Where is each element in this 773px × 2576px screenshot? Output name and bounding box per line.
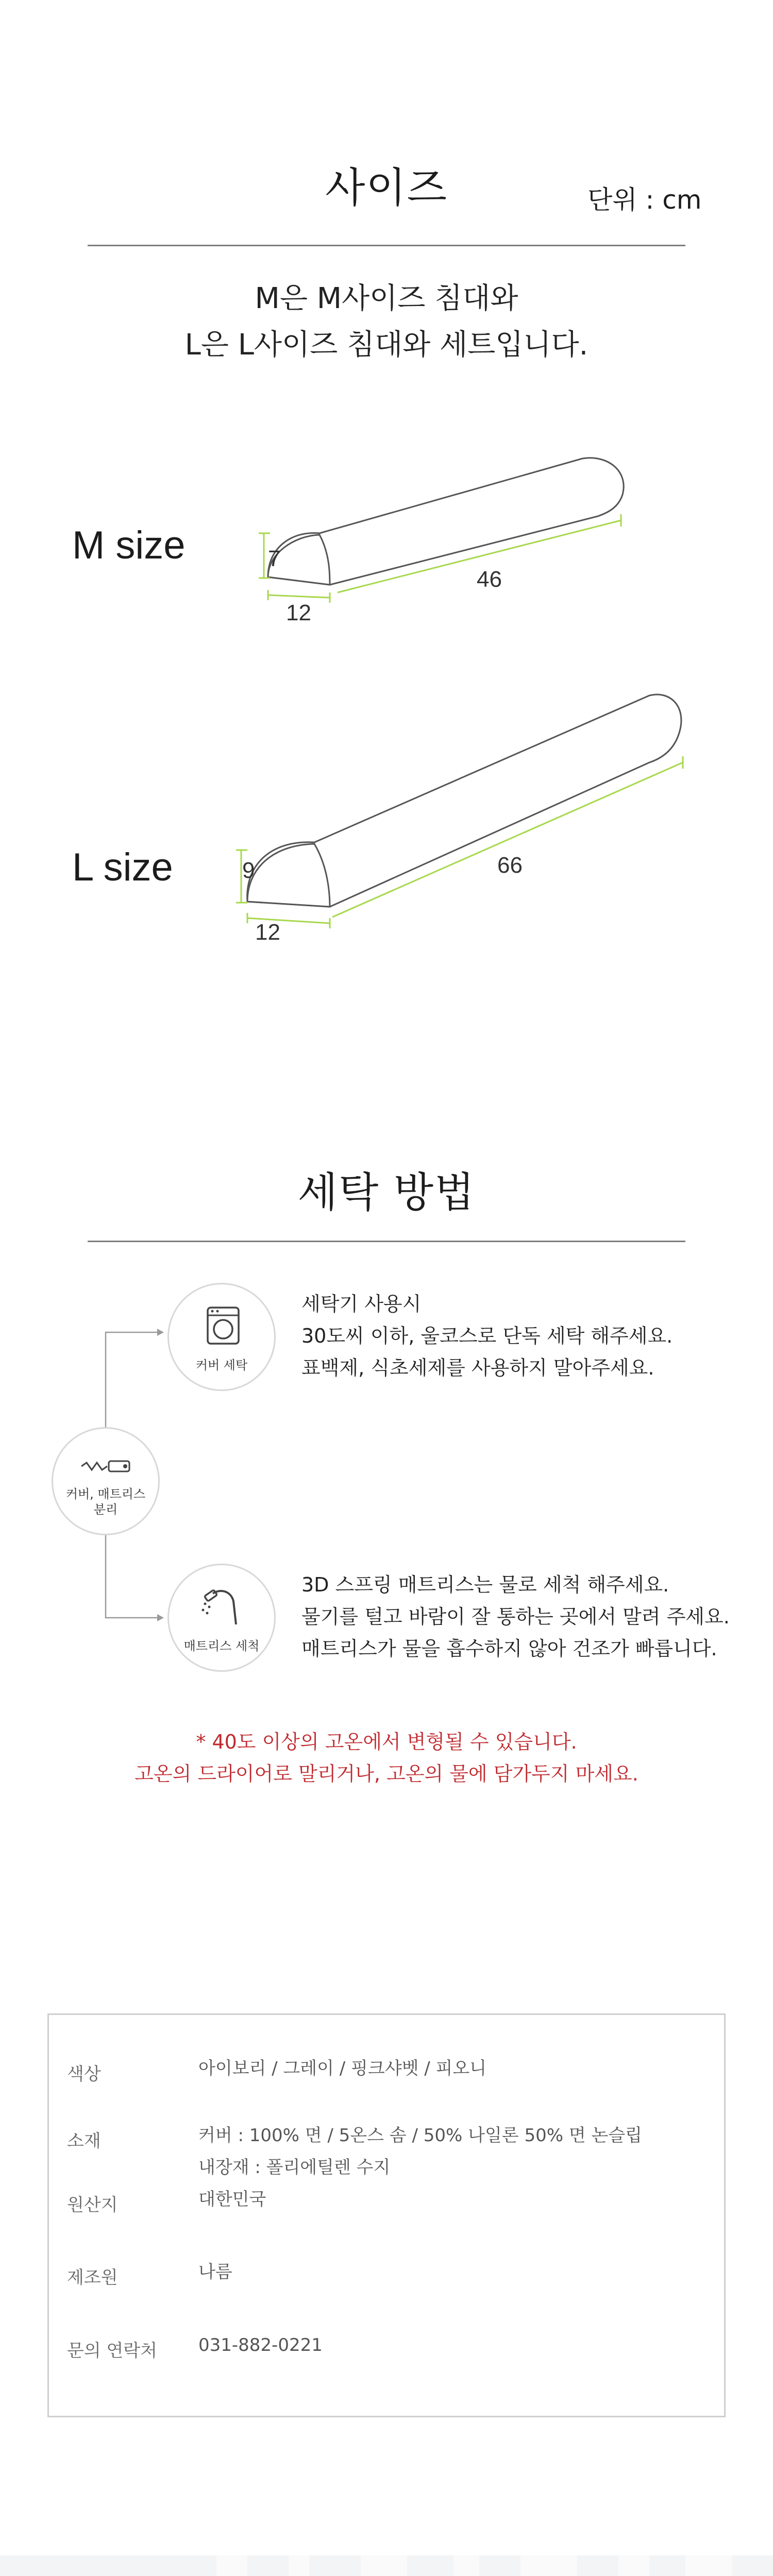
table-key: 색상: [67, 2064, 101, 2084]
cover-line: 표백제, 식초세제를 사용하지 말아주세요.: [301, 1357, 654, 1379]
table-value: 대한민국: [198, 2189, 266, 2210]
mattress-line: 물기를 털고 바람이 잘 통하는 곳에서 말려 주세요.: [301, 1605, 730, 1628]
l-length-value: 66: [497, 853, 523, 878]
warning-line1: * 40도 이상의 고온에서 변형될 수 있습니다.: [196, 1731, 577, 1753]
unit-label: 단위 : cm: [587, 185, 702, 215]
table-key: 원산지: [67, 2195, 118, 2215]
m-width-value: 12: [286, 600, 311, 625]
table-value: 아이보리 / 그레이 / 핑크샤벳 / 피오니: [198, 2058, 487, 2079]
brand-background: [0, 2555, 773, 2576]
size-intro-line2: L은 L사이즈 침대와 세트입니다.: [184, 328, 589, 362]
size-title: 사이즈: [325, 164, 448, 212]
mattress-line: 3D 스프링 매트리스는 물로 세척 해주세요.: [301, 1573, 669, 1596]
mattress-line: 매트리스가 물을 흡수하지 않아 건조가 빠릅니다.: [301, 1637, 717, 1660]
table-value: 커버 : 100% 면 / 5온스 솜 / 50% 나일론 50% 면 논슬립: [198, 2125, 643, 2146]
l-height-value: 9: [242, 858, 255, 883]
m-height-value: 7: [268, 546, 281, 571]
hub-label-line1: 커버, 매트리스: [65, 1487, 146, 1501]
cover-line: 30도씨 이하, 울코스로 단독 세탁 해주세요.: [301, 1325, 673, 1347]
cover-instructions: [301, 1288, 673, 1384]
table-key: 소재: [67, 2131, 101, 2151]
table-key: 문의 연락처: [67, 2341, 158, 2361]
l-size-label: L size: [72, 845, 173, 889]
hub-circle: [52, 1427, 160, 1535]
wash-divider: [88, 1241, 685, 1242]
l-size-pillow-illustration: [216, 680, 691, 979]
cover-wash-circle: [167, 1283, 276, 1391]
cover-wash-label: 커버 세탁: [195, 1358, 248, 1372]
mattress-instructions: [301, 1569, 730, 1665]
table-key: 제조원: [67, 2267, 118, 2288]
wash-title: 세탁 방법: [297, 1168, 476, 1216]
zipper-icon: [79, 1453, 136, 1479]
size-divider: [88, 245, 685, 246]
shower-head-icon: [200, 1583, 246, 1630]
washing-machine-icon: [205, 1305, 241, 1346]
m-length-value: 46: [477, 567, 502, 592]
table-value: 나름: [198, 2262, 232, 2282]
cover-line: 세탁기 사용시: [301, 1293, 422, 1315]
size-intro-line1: M은 M사이즈 침대와: [255, 282, 518, 315]
l-width-value: 12: [255, 920, 280, 945]
mattress-wash-label: 매트리스 세척: [183, 1639, 260, 1653]
mattress-wash-circle: [167, 1564, 276, 1672]
warning-line2: 고온의 드라이어로 말리거나, 고온의 물에 담가두지 마세요.: [135, 1762, 638, 1785]
table-value: 031-882-0221: [198, 2335, 323, 2355]
m-size-label: M size: [72, 523, 186, 567]
hub-label-line2: 분리: [93, 1502, 118, 1517]
table-value: 내장재 : 폴리에틸렌 수지: [198, 2157, 391, 2178]
